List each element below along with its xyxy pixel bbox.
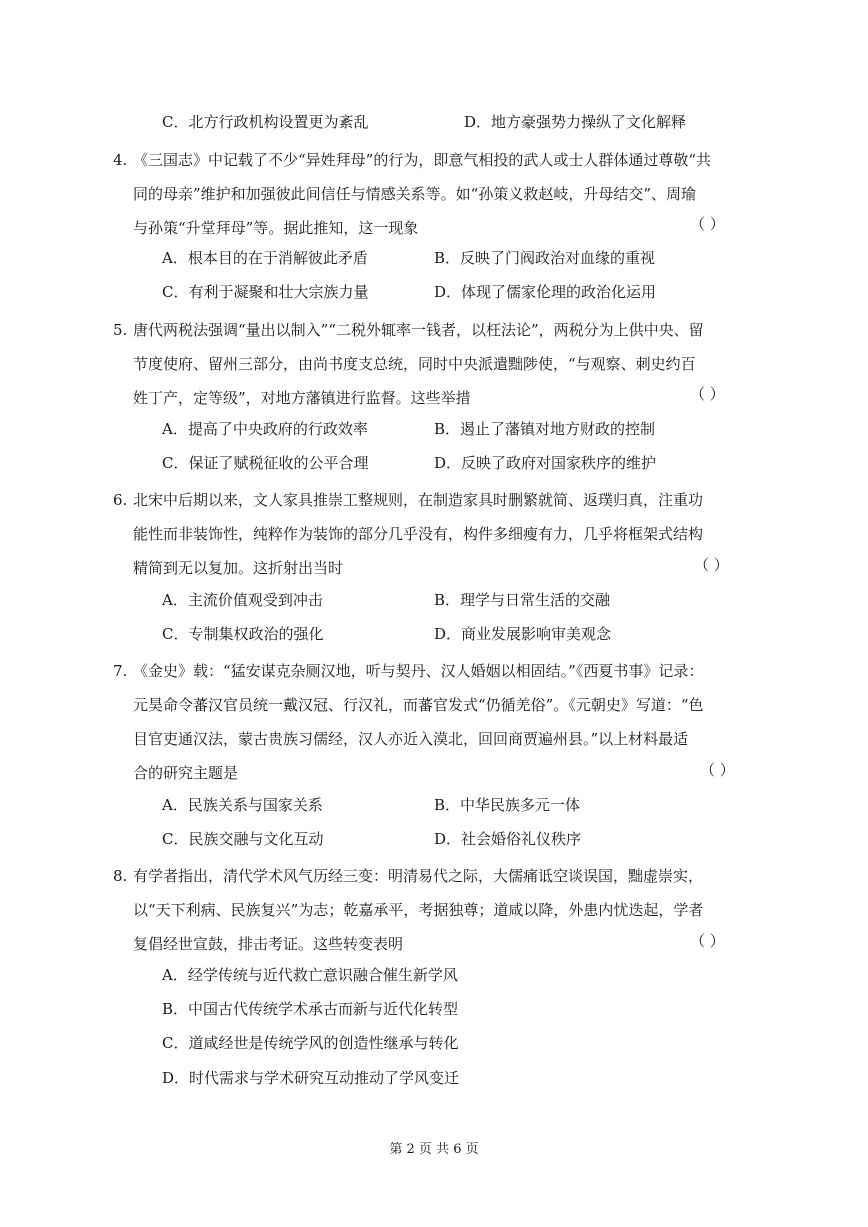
q8-option-c: C．道咸经世是传统学风的创造性继承与转化 xyxy=(162,1034,459,1052)
q5-option-d: D．反映了政府对国家秩序的维护 xyxy=(434,454,657,472)
q4-option-b: B．反映了门阀政治对血缘的重视 xyxy=(434,249,656,267)
q8-stem-line: 以“天下利病、民族复兴”为志；乾嘉承平，考据独尊；道咸以降，外患内忧迭起，学者 xyxy=(133,901,704,919)
q5-answer-bracket: （ ） xyxy=(690,385,725,403)
q5-stem-line: 唐代两税法强调“量出以制入”“二税外辄率一钱者，以枉法论”，两税分为上供中央、留 xyxy=(133,321,704,339)
q7-stem-line: 合的研究主题是 xyxy=(133,764,239,782)
q8-number: 8. xyxy=(113,867,128,885)
q7-option-d: D．社会婚俗礼仪秩序 xyxy=(434,830,582,848)
q6-stem-line: 北宋中后期以来，文人家具推崇工整规则，在制造家具时删繁就简、返璞归真，注重功 xyxy=(133,491,704,509)
q4-stem-line: 《三国志》中记载了不少“异姓拜母”的行为，即意气相投的武人或士人群体通过尊敬“共 xyxy=(133,151,712,169)
q5-stem xyxy=(113,313,753,415)
q8-answer-bracket: （ ） xyxy=(690,932,725,950)
q5-option-c: C．保证了赋税征收的公平合理 xyxy=(162,454,369,472)
q4-options-row-2 xyxy=(162,280,762,304)
q7-stem-line: 目官吏通汉法，蒙古贵族习儒经，汉人亦近入漠北，回回商贾遍州县。”以上材料最适 xyxy=(133,730,689,748)
q7-stem-line: 元昊命令蕃汉官员统一戴汉冠、行汉礼，而蕃官发式“仍循羌俗”。《元朝史》写道：“色 xyxy=(133,696,704,714)
q5-option-b: B．遏止了藩镇对地方财政的控制 xyxy=(434,420,656,438)
q4-option-d: D．体现了儒家伦理的政治化运用 xyxy=(434,283,657,301)
q6-answer-bracket: （ ） xyxy=(694,556,729,574)
q8-option-b: B．中国古代传统学术承古而新与近代化转型 xyxy=(162,1000,459,1018)
q4-answer-bracket: （ ） xyxy=(690,215,725,233)
q6-options-row-1 xyxy=(162,588,762,612)
q5-option-a: A．提高了中央政府的行政效率 xyxy=(162,420,368,438)
q8-stem-line: 复倡经世宣鼓，排击考证。这些转变表明 xyxy=(133,935,404,953)
q8-stem-line: 有学者指出，清代学术风气历经三变：明清易代之际，大儒痛诋空谈误国，黜虚崇实， xyxy=(133,867,704,885)
q7-stem-line: 《金史》载：“猛安谋克杂厕汉地，听与契丹、汉人婚姻以相固结。”《西夏书事》记录： xyxy=(133,662,704,680)
q3-option-d: D．地方豪强势力操纵了文化解释 xyxy=(464,113,687,131)
q3-options-row xyxy=(162,110,762,134)
q7-stem xyxy=(113,654,753,790)
q8-stem xyxy=(113,859,753,961)
q5-options-row-2 xyxy=(162,451,762,475)
q7-options-row-2 xyxy=(162,827,762,851)
q8-option-a: A．经学传统与近代救亡意识融合催生新学风 xyxy=(162,966,458,984)
q6-number: 6. xyxy=(113,491,128,509)
q8-option-d: D．时代需求与学术研究互动推动了学风变迁 xyxy=(162,1069,460,1087)
q7-option-b: B．中华民族多元一体 xyxy=(434,796,581,814)
q6-stem-line: 精简到无以复加。这折射出当时 xyxy=(133,559,344,577)
q4-option-a: A．根本目的在于消解彼此矛盾 xyxy=(162,249,368,267)
q6-option-b: B．理学与日常生活的交融 xyxy=(434,591,611,609)
q7-option-c: C．民族交融与文化互动 xyxy=(162,830,324,848)
q4-options-row-1 xyxy=(162,246,762,270)
q4-stem-line: 与孙策“升堂拜母”等。据此推知，这一现象 xyxy=(133,219,419,237)
q6-option-d: D．商业发展影响审美观念 xyxy=(434,625,612,643)
q5-stem-line: 姓丁产，定等级”，对地方藩镇进行监督。这些举措 xyxy=(133,389,471,407)
q6-stem xyxy=(113,483,753,585)
q7-option-a: A．民族关系与国家关系 xyxy=(162,796,323,814)
q4-stem xyxy=(113,143,753,245)
q6-option-c: C．专制集权政治的强化 xyxy=(162,625,324,643)
q7-options-row-1 xyxy=(162,793,762,817)
q4-stem-line: 同的母亲”维护和加强彼此间信任与情感关系等。如“孙策义救赵岐，升母结交”、周瑜 xyxy=(133,185,697,203)
q5-number: 5. xyxy=(113,321,128,339)
q4-option-c: C．有利于凝聚和壮大宗族力量 xyxy=(162,283,369,301)
q5-stem-line: 节度使府、留州三部分，由尚书度支总统，同时中央派遣黜陟使，“与观察、刺史约百 xyxy=(133,355,696,373)
q3-option-c: C．北方行政机构设置更为紊乱 xyxy=(162,113,369,131)
q6-stem-line: 能性而非装饰性，纯粹作为装饰的部分几乎没有，构件多细瘦有力，几乎将框架式结构 xyxy=(133,525,704,543)
q7-answer-bracket: （ ） xyxy=(700,761,735,779)
page-number-footer: 第 2 页 共 6 页 xyxy=(389,1142,479,1157)
q5-options-row-1 xyxy=(162,417,762,441)
q7-number: 7. xyxy=(113,662,128,680)
q6-options-row-2 xyxy=(162,622,762,646)
q4-number: 4. xyxy=(113,151,128,169)
q6-option-a: A．主流价值观受到冲击 xyxy=(162,591,323,609)
